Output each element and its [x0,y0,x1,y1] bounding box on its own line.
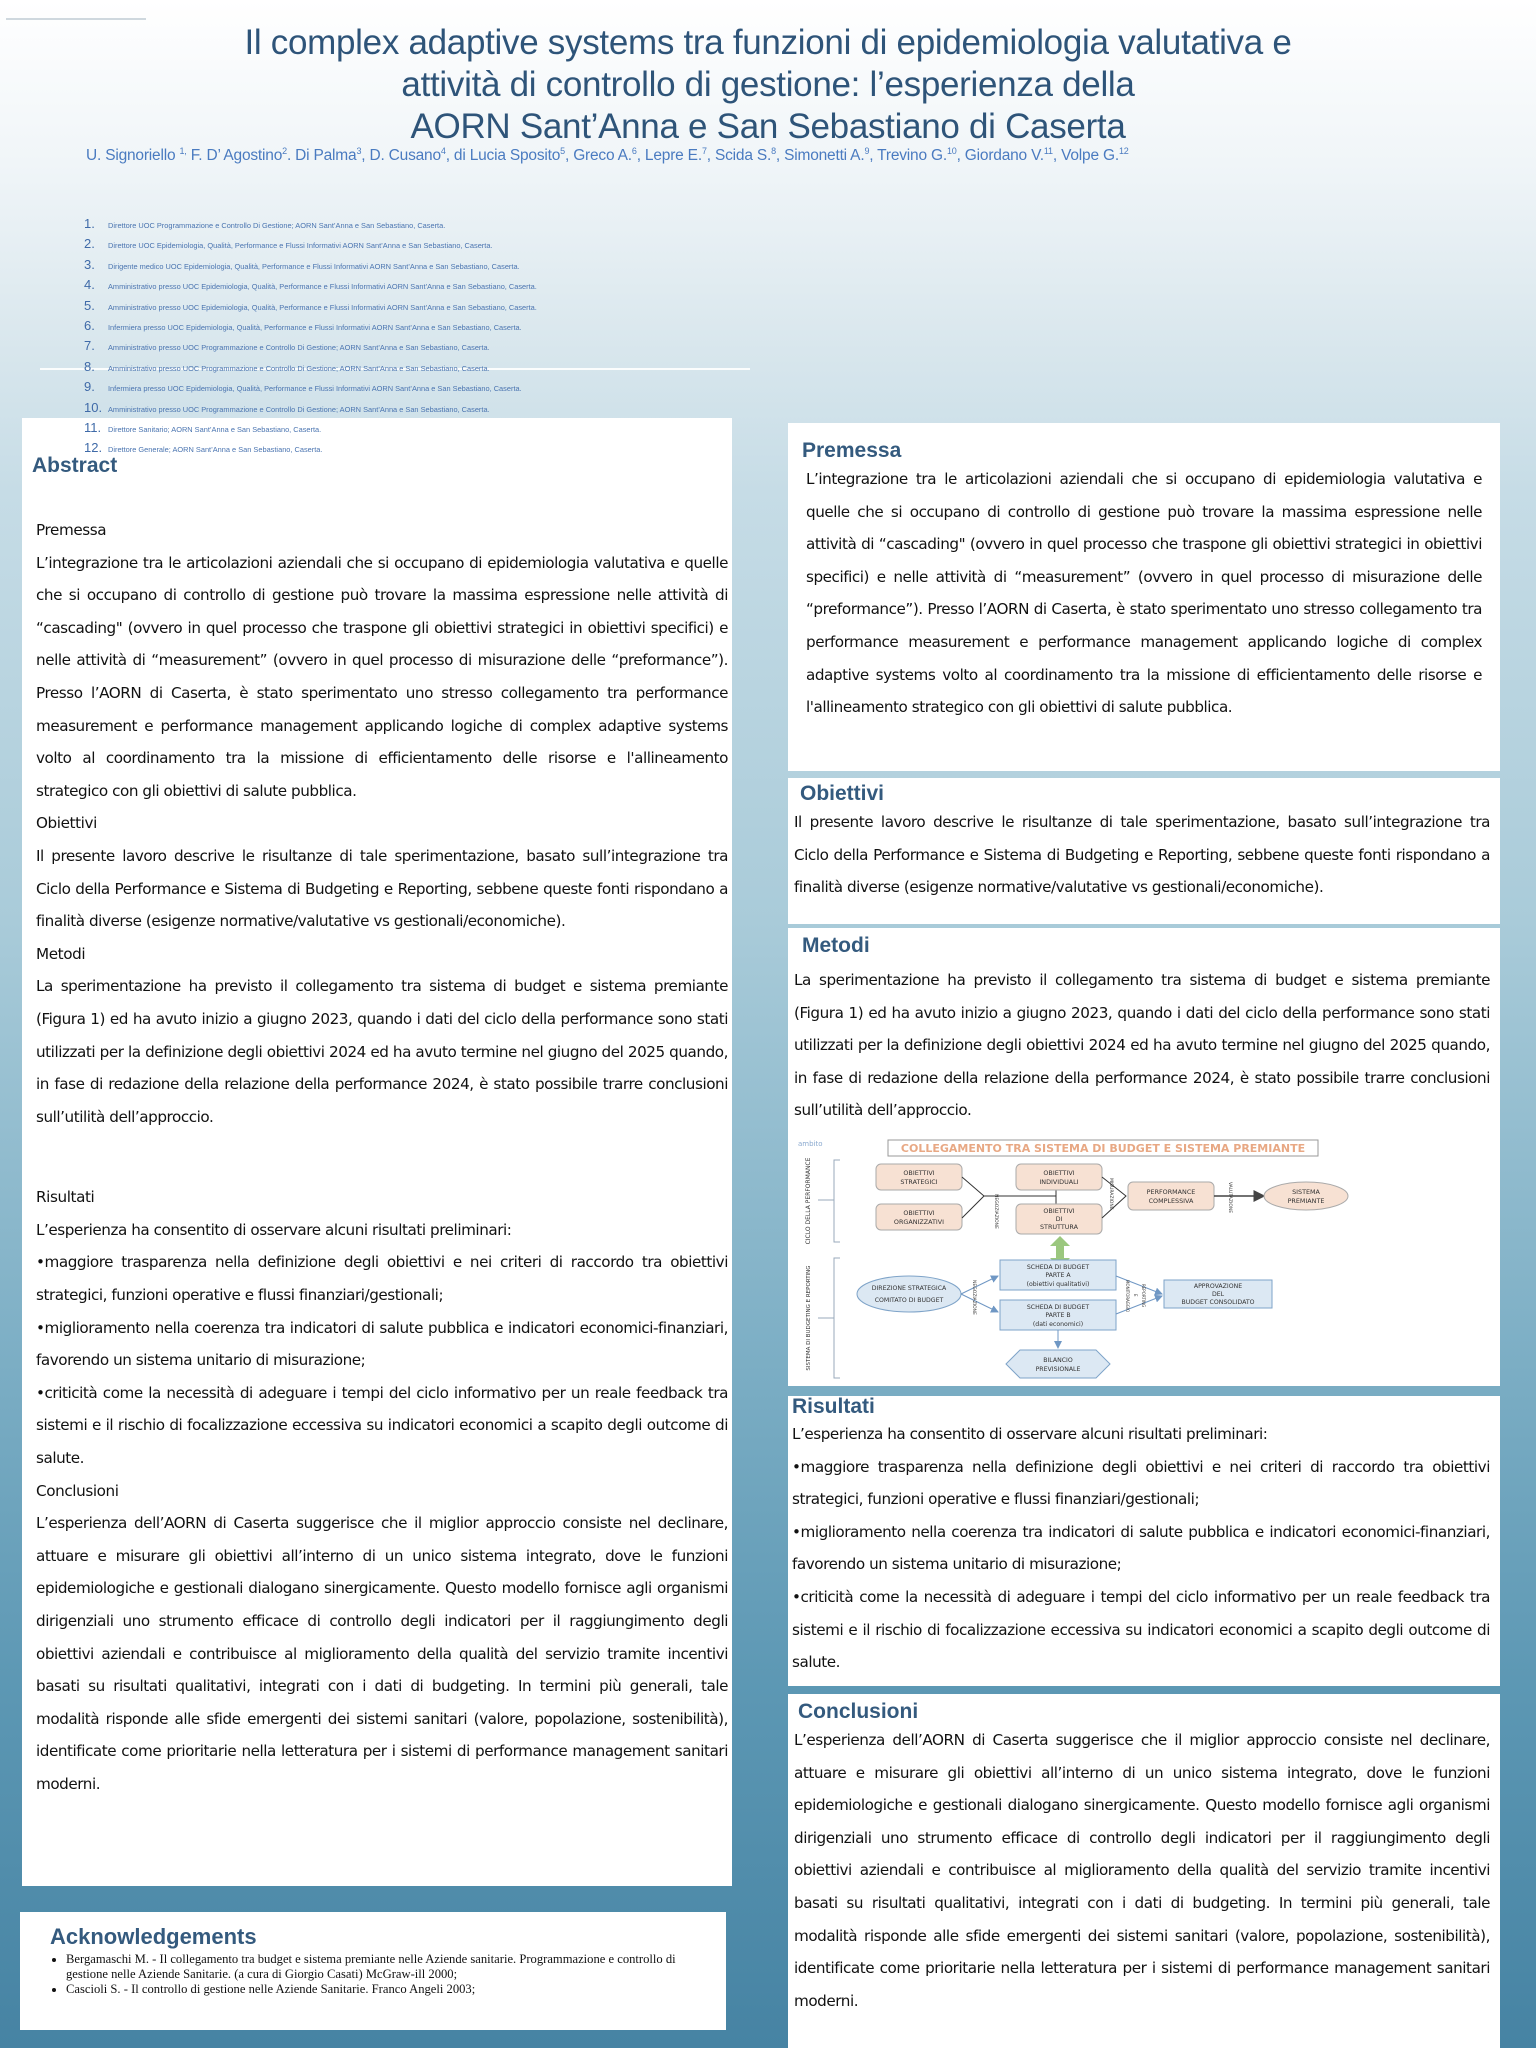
affiliation-item [84,420,537,440]
connector [962,1177,984,1218]
affiliation-item [84,216,537,236]
box-performance-complessiva [1128,1182,1214,1210]
svg-text:SCHEDA DI BUDGET: SCHEDA DI BUDGET [1026,1264,1090,1271]
abstract-title: Abstract [32,454,118,477]
author-name: . Di Palma [286,147,357,165]
affiliation-text: Direttore UOC Epidemiologia, Qualità, Performance e Flussi Informativi AORN Sant’Anna e San Sebastiano, Caserta. [108,241,493,251]
label-misurazione: MISURAZIONE [1108,1178,1113,1210]
svg-text:OBIETTIVI: OBIETTIVI [1043,1169,1075,1177]
affiliation-number: 11. [84,419,102,435]
affiliation-number: 8. [84,358,95,374]
svg-text:OBIETTIVI: OBIETTIVI [1043,1207,1075,1215]
box-obiettivi-individuali [1016,1164,1102,1190]
metodi-title: Metodi [802,934,870,957]
author-name: U. Signoriello [86,147,180,165]
affiliation-number: 4. [84,277,95,293]
affiliation-text: Infermiera presso UOC Epidemiologia, Qualità, Performance e Flussi Informativi AORN Sant’Anna e San Sebastiano, Caserta. [108,322,522,332]
author-name: , Greco A. [564,147,632,165]
acknowledgements-title: Acknowledgements [50,1924,257,1949]
risultati-panel [788,1396,1500,1686]
label-reporting: REPORTING [1141,1284,1146,1308]
author-name: , Scida S. [706,147,772,165]
abstract-risultati-item: •miglioramento nella coerenza tra indicatori di salute pubblica e indicatori economici-finanziari, favorendo un sistema unitario di misurazione; [36,1318,728,1370]
spacer [36,1133,728,1181]
author-name: , Lepre E. [636,147,702,165]
affiliation-item [84,440,537,460]
svg-text:PERFORMANCE: PERFORMANCE [1146,1188,1196,1196]
figure-diagram [788,1134,1500,1386]
svg-text:STRUTTURA: STRUTTURA [1039,1223,1079,1231]
affiliation-item [84,318,537,338]
affiliation-text: Amministrativo presso UOC Programmazione e Controllo Di Gestione; AORN Sant’Anna e San Sebastiano, Caserta. [108,343,490,353]
ambito-label: ambito [798,1140,823,1148]
header-strip [6,18,146,20]
premessa-panel [788,423,1500,771]
title-line: attività di controllo di gestione: l’esperienza della [401,65,1135,104]
bracket [834,1160,840,1242]
risultati-item: •miglioramento nella coerenza tra indicatori di salute pubblica e indicatori economici-finanziari, favorendo un sistema unitario di misurazione; [792,1522,1490,1574]
author-name: , Simonetti A. [775,147,865,165]
affiliation-item [84,236,537,256]
abstract-risultati-intro: L’esperienza ha consentito di osservare alcuni risultati preliminari: [36,1220,512,1239]
arrow [961,1294,998,1312]
abstract-premessa-text: L’integrazione tra le articolazioni aziendali che si occupano di epidemiologia valutativa e quelle che si occupano di controllo di gestione può trovare la massima espressione nelle attività di “cascading" (ovvero in quel processo che traspone gli obiettivi strategici in obiettivi specifici) e nelle attività di “measurement” (ovvero in quel processo di misurazione delle “preformance”). Presso l’AORN di Caserta, è stato sperimentato uno stresso collegamento tra performance measurement e performance management applicando logiche di complex adaptive systems volto al coordinamento tra la missione di efficientamento delle risorse e l'allineamento strategico con gli obiettivi di salute pubblica. [36,553,728,800]
label-valutazione: VALUTAZIONE [1227,1182,1232,1214]
risultati-intro: L’esperienza ha consentito di osservare alcuni risultati preliminari: [792,1425,1268,1443]
arrow [961,1276,998,1294]
affiliation-item [84,359,537,379]
risultati-item: •criticità come la necessità di adeguare i tempi del ciclo informativo per un reale feedback tra sistemi e il rischio di focalizzazione eccessiva su indicatori economici a scapito degli outcome di salute. [792,1587,1490,1672]
svg-text:ORGANIZZATIVI: ORGANIZZATIVI [893,1218,945,1226]
svg-text:DIREZIONE STRATEGICA: DIREZIONE STRATEGICA [871,1285,947,1292]
budget-diagram [788,1134,1500,1386]
svg-text:DI: DI [1055,1215,1063,1223]
abstract-risultati-item: •criticità come la necessità di adeguare i tempi del ciclo informativo per un reale feedback tra sistemi e il rischio di focalizzazione eccessiva su indicatori economici a scapito degli outcome di salute. [36,1383,728,1468]
affiliation-text: Direttore UOC Programmazione e Controllo Di Gestione; AORN Sant’Anna e San Sebastiano, Caserta. [108,221,446,230]
affiliation-item [84,298,537,318]
svg-text:SCHEDA DI BUDGET: SCHEDA DI BUDGET [1026,1304,1090,1311]
abstract-conclusioni-heading: Conclusioni [36,1481,119,1500]
abstract-body [36,514,728,1801]
hexagon-bilancio-previsionale [1006,1350,1110,1378]
affiliation-number: 9. [84,379,95,395]
affiliation-text: Dirigente medico UOC Epidemiologia, Qualità, Performance e Flussi Informativi AORN Sant’Anna e San Sebastiano, Caserta. [108,261,520,271]
author-affiliation-number: 10 [946,146,957,156]
title-line: Il complex adaptive systems tra funzioni di epidemiologia valutativa e [244,23,1292,62]
conclusioni-title: Conclusioni [798,1700,919,1723]
svg-text:BUDGET CONSOLIDATO: BUDGET CONSOLIDATO [1181,1299,1255,1306]
affiliation-text: Direttore Sanitario; AORN Sant’Anna e San Sebastiano, Caserta. [108,424,322,434]
author-affiliation-number: 7 [701,146,707,156]
author-affiliation-number: 6 [631,146,637,156]
affiliation-item [84,338,537,358]
affiliation-text: Infermiera presso UOC Epidemiologia, Qualità, Performance e Flussi Informativi AORN Sant’Anna e San Sebastiano, Caserta. [108,384,522,394]
svg-text:COMITATO DI BUDGET: COMITATO DI BUDGET [874,1297,944,1304]
figure-title: COLLEGAMENTO TRA SISTEMA DI BUDGET E SISTEMA PREMIANTE [900,1142,1306,1155]
abstract-obiettivi-text: Il presente lavoro descrive le risultanze di tale sperimentazione, basato sull’integrazione tra Ciclo della Performance e Sistema di Budgeting e Reporting, sebbene queste fonti rispondano a finalità diverse (esigenze normative/valutative vs gestionali/economiche). [36,846,728,931]
affiliation-item [84,400,537,420]
box-obiettivi-organizzativi [876,1204,962,1230]
row-label-budgeting: SISTEMA DI BUDGETING E REPORTING [806,1265,812,1371]
conclusioni-text: L’esperienza dell’AORN di Caserta suggerisce che il miglior approccio consiste nel declinare, attuare e misurare gli obiettivi all’interno di un unico sistema integrato, dove le funzioni epidemiologiche e gestionali dialogano sinergicamente. Questo modello fornisce agli organismi dirigenziali uno strumento efficace di controllo degli indicatori per il raggiungimento degli obiettivi aziendali e contribuisce al miglioramento della qualità del servizio tramite incentivi basati su risultati qualitativi, integrati con i dati di budgeting. In termini più generali, tale modalità risponde alle sfide emergenti dei sistemi sanitari (valore, popolazione, sostenibilità), identificate come prioritarie nella letteratura per i sistemi di performance management sanitari moderni. [794,1731,1490,2010]
svg-text:STRATEGICI: STRATEGICI [900,1178,938,1186]
premessa-title: Premessa [802,439,902,462]
obiettivi-panel [788,778,1500,924]
author-affiliation-number: 5 [560,146,565,156]
svg-text:DEL: DEL [1211,1291,1225,1298]
risultati-title: Risultati [792,1395,875,1418]
affiliation-number: 7. [84,338,95,354]
abstract-panel [22,418,732,1886]
bracket [834,1258,840,1378]
affiliation-number: 5. [84,297,95,313]
author-name: , Giordano V. [956,147,1044,165]
author-name: F. D’ Agostino [186,147,283,165]
affiliation-text: Amministrativo presso UOC Programmazione e Controllo Di Gestione; AORN Sant’Anna e San Sebastiano, Caserta. [108,363,490,373]
abstract-premessa-heading: Premessa [36,521,107,539]
abstract-obiettivi-heading: Obiettivi [36,814,97,833]
affiliation-item [84,379,537,399]
affiliation-number: 2. [84,236,95,252]
affiliation-number: 10. [84,399,103,415]
metodi-text: La sperimentazione ha previsto il collegamento tra sistema di budget e sistema premiante (Figura 1) ed ha avuto inizio a giugno 2023, quando i dati del ciclo della performance sono stati utilizzati per la definizione degli obiettivi 2024 ed ha avuto termine nel giugno del 2025 quando, in fase di redazione della relazione della performance 2024, è stato possibile trarre conclusioni sull’utilità dell’approccio. [794,971,1490,1120]
box-approvazione-budget [1164,1280,1272,1308]
box-obiettivi-strategici [876,1164,962,1190]
svg-text:PREMIANTE: PREMIANTE [1287,1197,1325,1205]
author-affiliation-number: 9 [864,146,870,156]
author-affiliation-number: 8 [771,146,776,156]
label-monitoraggio-e: E [1133,1294,1138,1297]
author-affiliation-number: 11 [1043,146,1053,156]
author-affiliation-number: 4 [440,146,446,156]
affiliation-text: Amministrativo presso UOC Epidemiologia, Qualità, Performance e Flussi Informativi AORN Sant’Anna e San Sebastiano, Caserta. [108,302,537,312]
risultati-item: •maggiore trasparenza nella definizione degli obiettivi e nei criteri di raccordo tra obiettivi strategici, funzioni operative e flussi finanziari/gestionali; [792,1457,1490,1509]
svg-text:BILANCIO: BILANCIO [1043,1357,1073,1364]
label-monitoraggio: MONITORAGGIO [1125,1280,1130,1313]
affiliation-text: Direttore Generale; AORN Sant’Anna e San Sebastiano, Caserta. [108,445,323,455]
affiliation-number: 3. [84,256,95,272]
svg-text:(dati economici): (dati economici) [1032,1321,1084,1328]
poster-title [0,22,1536,148]
conclusioni-panel [788,1694,1500,2048]
affiliation-item [84,277,537,297]
label-negoziazione: NEGOZIAZIONE [993,1194,998,1229]
affiliation-number: 12. [84,440,103,456]
box-obiettivi-struttura [1016,1204,1102,1234]
author-affiliation-number: 3 [356,146,362,156]
svg-text:PREVISIONALE: PREVISIONALE [1035,1366,1081,1373]
svg-text:PARTE A: PARTE A [1045,1272,1071,1279]
reference-list [50,1952,696,1997]
reference-item: • Cascioli S. - Il controllo di gestione nelle Aziende Sanitarie. Franco Angeli 2003; [66,1982,696,1997]
author-list [86,146,1129,165]
affiliation-number: 1. [84,216,95,231]
author-affiliation-number: 2 [282,146,287,156]
svg-text:INDIVIDUALI: INDIVIDUALI [1039,1178,1079,1186]
affiliation-number: 6. [84,317,95,333]
obiettivi-title: Obiettivi [800,782,885,805]
svg-text:APPROVAZIONE: APPROVAZIONE [1193,1283,1243,1290]
row-label-performance: CICLO DELLA PERFORMANCE [805,1157,812,1245]
abstract-conclusioni-text: L’esperienza dell’AORN di Caserta suggerisce che il miglior approccio consiste nel declinare, attuare e misurare gli obiettivi all’interno di un unico sistema integrato, dove le funzioni epidemiologiche e gestionali dialogano sinergicamente. Questo modello fornisce agli organismi dirigenziali uno strumento efficace di controllo degli indicatori per il raggiungimento degli obiettivi aziendali e contribuisce al miglioramento della qualità del servizio tramite incentivi basati su risultati qualitativi, integrati con i dati di budgeting. In termini più generali, tale modalità risponde alle sfide emergenti dei sistemi sanitari (valore, popolazione, sostenibilità), identificate come prioritarie nella letteratura per i sistemi di performance management sanitari moderni. [36,1514,728,1793]
author-name: , D. Cusano [361,147,441,165]
svg-text:(obiettivi qualitativi): (obiettivi qualitativi) [1026,1281,1090,1288]
abstract-metodi-heading: Metodi [36,944,86,963]
connector [1102,1177,1126,1218]
abstract-metodi-text: La sperimentazione ha previsto il collegamento tra sistema di budget e sistema premiante (Figura 1) ed ha avuto inizio a giugno 2023, quando i dati del ciclo della performance sono stati utilizzati per la definizione degli obiettivi 2024 ed ha avuto termine nel giugno del 2025 quando, in fase di redazione della relazione della performance 2024, è stato possibile trarre conclusioni sull’utilità dell’approccio. [36,977,728,1126]
arrow [1116,1276,1162,1294]
svg-text:PARTE B: PARTE B [1045,1312,1071,1319]
svg-text:COMPLESSIVA: COMPLESSIVA [1148,1197,1194,1205]
reference-item: • Bergamaschi M. - Il collegamento tra budget e sistema premiante nelle Aziende sanitarie. Programmazione e controllo di gestione nelle Aziende Sanitarie. (a cura di Giorgio Casati) McGraw-ill 2000; [66,1952,696,1982]
abstract-risultati-item: •maggiore trasparenza nella definizione degli obiettivi e nei criteri di raccordo tra obiettivi strategici, funzioni operative e flussi finanziari/gestionali; [36,1253,728,1305]
obiettivi-text: Il presente lavoro descrive le risultanze di tale sperimentazione, basato sull’integrazione tra Ciclo della Performance e Sistema di Budgeting e Reporting, sebbene queste fonti rispondano a finalità diverse (esigenze normative/valutative vs gestionali/economiche). [794,813,1490,897]
affiliation-text: Amministrativo presso UOC Programmazione e Controllo Di Gestione; AORN Sant’Anna e San Sebastiano, Caserta. [108,404,490,414]
abstract-risultati-heading: Risultati [36,1188,95,1207]
author-name: , Volpe G. [1052,147,1119,165]
box-scheda-budget-a [1000,1260,1116,1290]
author-name: , di Lucia Sposito [445,147,561,165]
arrow [1116,1296,1162,1314]
label-negoziazione-2: NEGOZIAZIONE [971,1280,976,1315]
acknowledgements-panel [20,1912,726,2030]
svg-text:OBIETTIVI: OBIETTIVI [903,1209,935,1217]
metodi-panel [788,928,1500,1138]
svg-text:OBIETTIVI: OBIETTIVI [903,1169,935,1177]
box-scheda-budget-b [1000,1300,1116,1330]
ellipse-sistema-premiante [1264,1182,1348,1210]
affiliation-text: Amministrativo presso UOC Epidemiologia, Qualità, Performance e Flussi Informativi AORN Sant’Anna e San Sebastiano, Caserta. [108,282,537,292]
affiliation-item [84,257,537,277]
svg-text:SISTEMA: SISTEMA [1292,1188,1320,1196]
title-line: AORN Sant’Anna e San Sebastiano di Caserta [410,107,1126,146]
affiliation-list [84,216,537,461]
ellipse-direzione-strategica [857,1276,961,1312]
premessa-text: L’integrazione tra le articolazioni aziendali che si occupano di epidemiologia valutativa e quelle che si occupano di controllo di gestione può trovare la massima espressione nelle attività di “cascading" (ovvero in quel processo che traspone gli obiettivi strategici in obiettivi specifici) e nelle attività di “measurement” (ovvero in quel processo di misurazione delle “preformance”). Presso l’AORN di Caserta, è stato sperimentato uno stresso collegamento tra performance measurement e performance management applicando logiche di complex adaptive systems volto al coordinamento tra la missione di efficientamento delle risorse e l'allineamento strategico con gli obiettivi di salute pubblica. [806,470,1482,717]
author-name: , Trevino G. [869,147,947,165]
author-affiliation-number: 12 [1118,146,1129,156]
author-affiliation-number: 1, [179,146,187,156]
